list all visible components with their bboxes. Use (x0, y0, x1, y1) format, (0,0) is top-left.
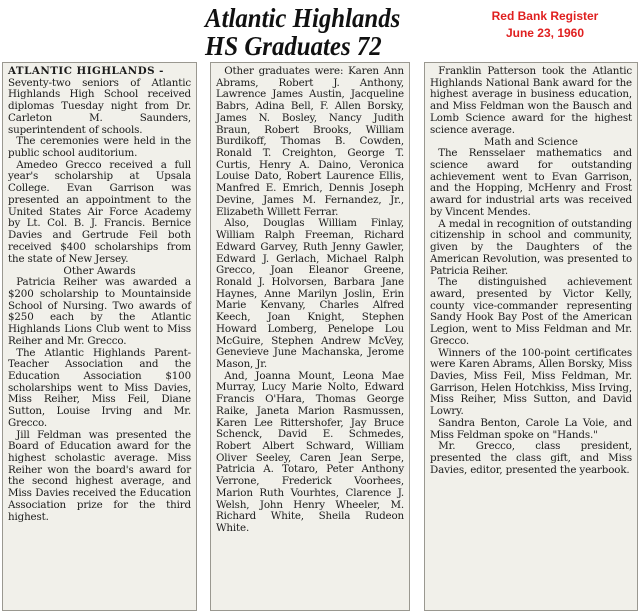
section-subhead: Other Awards (63, 265, 136, 278)
paragraph: Mr. Grecco, class president, presented the class gift, and Miss Davies, editor, presented the yearbook. (430, 440, 632, 476)
paragraph: Amedeo Grecco received a full year's scholarship at Upsala College. Evan Garrison was presented an appointment to the United States Air Force Academy by Lt. Col. B. J. Francis. Bernice Davies and Gertrude Feil both received $400 scholarships from the state of New Jersey. (8, 158, 191, 265)
article-column-2 (210, 62, 410, 611)
paragraph: The ceremonies were held in the public school auditorium. (8, 135, 191, 160)
paragraph: The distinguished achievement award, presented by Victor Kelly, county vice-commander representing Sandy Hook Bay Post of the American Legion, went to Miss Feldman and Mr. Grecco. (430, 276, 632, 347)
article-headline (205, 4, 435, 60)
article-column-3 (424, 62, 638, 611)
paragraph: Jill Feldman was presented the Board of Education award for the highest scholastic average. Miss Reiher won the board's award for the second highest average, and Miss Davies received the Education Association prize for the third highest. (8, 428, 191, 523)
headline-line-2: HS Graduates 72 (205, 31, 382, 61)
paragraph: Also, Douglas William Finlay, William Ralph Freeman, Richard Edward Garvey, Ruth Jenny Gawler, Edward J. Gerlach, Michael Ralph Grecco, Joan Eleanor Greene, Ronald J. Holvorsen, Barbara Jane Haynes, Anne Marilyn Joslin, Erin Marie Kenvany, Charles Alfred Keech, Joan Knight, Stephen Howard Lomberg, Penelope Lou McGuire, Stephen Andrew McVey, Genevieve June Machanska, Jerome Mason, Jr. (216, 217, 404, 370)
paragraph: Patricia Reiher was awarded a $200 scholarship to Mountainside School of Nursing. Two awards of $250 each by the Atlantic Highlands Lions Club went to Miss Reiher and Mr. Grecco. (8, 276, 191, 347)
paragraph: Sandra Benton, Carole La Voie, and Miss Feldman spoke on "Hands." (430, 416, 632, 441)
paragraph: Winners of the 100-point certificates were Karen Abrams, Allen Borsky, Miss Davies, Miss Feil, Miss Feldman, Mr. Garrison, Helen Hotchkiss, Miss Irving, Miss Reiher, Miss Sutton, and David Lowry. (430, 346, 632, 418)
paragraph: The Atlantic Highlands Parent-Teacher Association and the Education Association $100 scholarships went to Miss Davies, Miss Reiher, Miss Feil, Diane Sutton, Louise Irving and Mr. Grecco. (8, 346, 191, 429)
paragraph: Other graduates were: Karen Ann Abrams, Robert J. Anthony, Lawrence James Austin, Jacqueline Babrs, Adina Bell, F. Allen Borsky, James N. Bosley, Nancy Judith Braun, Robert Brooks, William Burdikoff, Thomas B. Cowden, Ronald T. Creighton, George T. Curtis, Henry A. Daino, Veronica Louise Dato, Robert Laurence Ellis, Manfred E. Emrich, Dennis Joseph Devine, James M. Fernandez, Jr., Elizabeth Willett Ferrar. (216, 65, 404, 218)
paragraph: And, Joanna Mount, Leona Mae Murray, Lucy Marie Nolto, Edward Francis O'Hara, Thomas George Raike, Janeta Marion Rasmussen, Karen Lee Rittershofer, Jay Bruce Schenck, David E. Schmedes, Robert Albert Schward, William Oliver Seeley, Caren Jean Serpe, Patricia A. Totaro, Peter Anthony Verrone, Frederick Voorhees, Marion Ruth Vourhtes, Clarence J. Welsh, John Henry Wheeler, M. Richard White, Sheila Rudeon White. (216, 369, 404, 535)
headline-line-1: Atlantic Highlands (205, 3, 401, 33)
source-citation (470, 8, 620, 42)
dateline: ATLANTIC HIGHLANDS - (8, 65, 164, 77)
paragraph: Seventy-two seniors of Atlantic Highlands High School received diplomas Tuesday night from Dr. Carleton M. Saunders, superintendent of schools. (8, 76, 191, 136)
section-subhead: Math and Science (483, 136, 579, 149)
source-name: Red Bank Register (491, 9, 599, 23)
source-date: June 23, 1960 (505, 26, 585, 40)
article-column-1 (2, 62, 197, 611)
paragraph: A medal in recognition of outstanding citizenship in school and community, given by the Daughters of the American Revolution, was presented to Patricia Reiher. (430, 217, 632, 277)
paragraph: Franklin Patterson took the Atlantic Highlands National Bank award for the highest average in business education, and Miss Feldman won the Bausch and Lomb Science award for the highest science average. (430, 65, 632, 136)
paragraph: The Rensselaer mathematics and science award for outstanding achievement went to Evan Garrison, and the Hopping, McHenry and Frost award for industrial arts was received by Vincent Mendes. (430, 147, 632, 218)
